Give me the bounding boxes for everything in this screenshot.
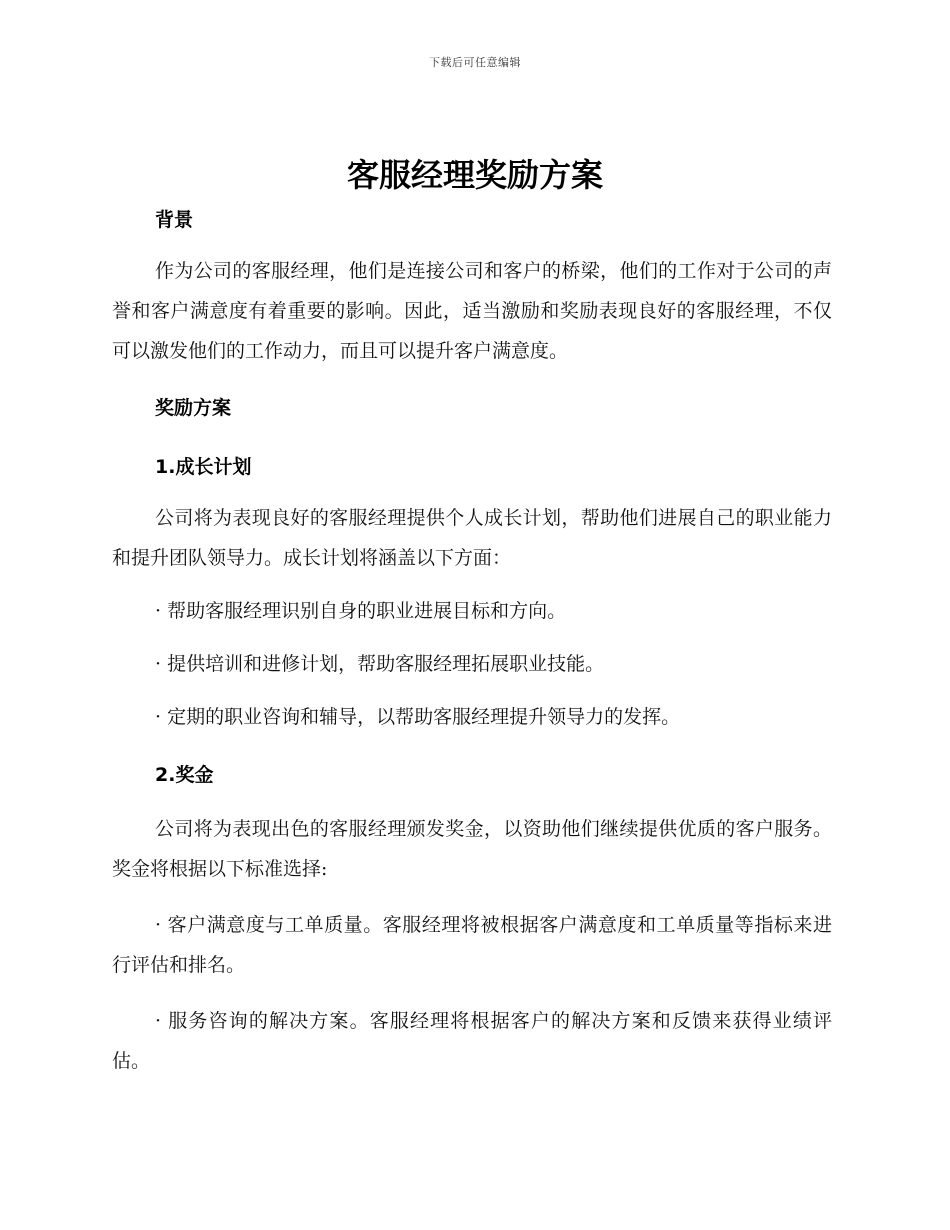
subheading-growth-plan: 1.成长计划 xyxy=(155,456,252,478)
list-item-growth: · 提供培训和进修计划，帮助客服经理拓展职业技能。 xyxy=(155,653,605,675)
list-item-growth: · 定期的职业咨询和辅导，以帮助客服经理提升领导力的发挥。 xyxy=(155,706,681,728)
list-item-bonus: · 服务咨询的解决方案。客服经理将根据客户的解决方案和反馈来获得业绩评估。 xyxy=(112,1010,832,1072)
paragraph-growth-plan: 公司将为表现良好的客服经理提供个人成长计划，帮助他们进展自己的职业能力和提升团队领导力。成长计划将涵盖以下方面： xyxy=(112,507,832,569)
paragraph-background: 作为公司的客服经理，他们是连接公司和客户的桥梁，他们的工作对于公司的声誉和客户满意度有着重要的影响。因此，适当激励和奖励表现良好的客服经理，不仅可以激发他们的工作动力，而且可以提升客户满意度。 xyxy=(112,260,832,362)
header-note: 下载后可任意编辑 xyxy=(429,56,521,69)
subheading-bonus: 2.奖金 xyxy=(155,764,214,786)
section-heading-plan: 奖励方案 xyxy=(155,397,232,419)
section-heading-background: 背景 xyxy=(155,209,194,231)
list-item-growth: · 帮助客服经理识别自身的职业进展目标和方向。 xyxy=(155,600,567,622)
document-title: 客服经理奖励方案 xyxy=(346,156,603,194)
paragraph-bonus: 公司将为表现出色的客服经理颁发奖金，以资助他们继续提供优质的客户服务。奖金将根据以下标准选择: xyxy=(112,818,832,880)
document-body xyxy=(112,205,832,1081)
list-item-bonus: · 客户满意度与工单质量。客服经理将被根据客户满意度和工单质量等指标来进行评估和排名。 xyxy=(112,914,832,976)
